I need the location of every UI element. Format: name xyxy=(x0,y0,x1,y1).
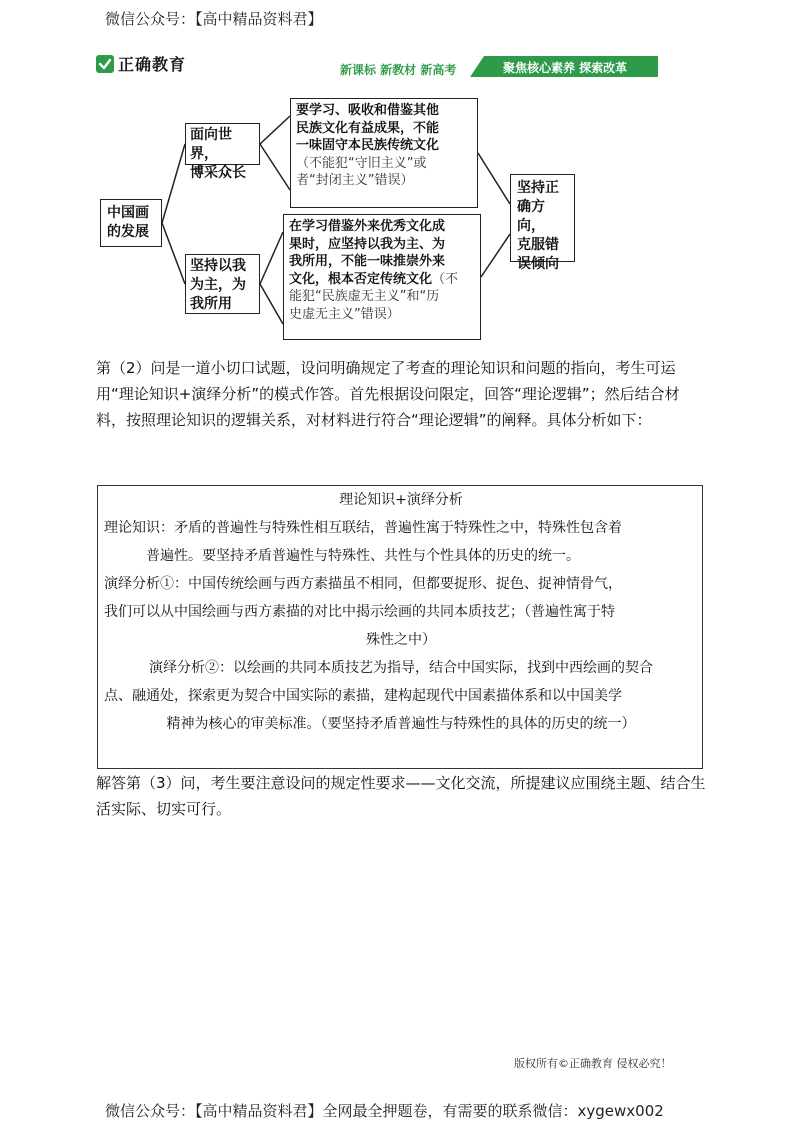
diagram-world-box xyxy=(185,123,260,181)
self-detail-bold-tail: 文化，根本否定传统文化 xyxy=(289,271,433,287)
diagram-result-box xyxy=(510,174,575,272)
self-line-1: 坚持以我 xyxy=(190,258,246,274)
deduction1-line-2: 我们可以从中国绘画与西方素描的对比中揭示绘画的共同本质技艺；（普遍性寓于特 xyxy=(104,604,615,620)
world-line-2: 博采众长 xyxy=(190,164,246,181)
header-slogan: 新课标 新教材 新高考 xyxy=(340,63,457,77)
banner-text: 聚焦核心素养 探索改革 xyxy=(503,61,628,75)
self-detail-line-4 xyxy=(289,271,475,289)
root-line-2: 的发展 xyxy=(107,223,149,240)
result-line-4: 误倾向 xyxy=(517,255,559,272)
world-detail-line-1: 要学习、吸收和借鉴其他 xyxy=(296,103,440,118)
brand-logo xyxy=(96,52,186,75)
diagram-world-detail-box xyxy=(290,98,478,208)
theory-line-2: 普遍性。要坚持矛盾普遍性与特殊性、共性与个性具体的历史的统一。 xyxy=(146,548,580,564)
theory-line-1: 理论知识：矛盾的普遍性与特殊性相互联结，普遍性寓于特殊性之中，特殊性包含着 xyxy=(104,520,622,536)
deduction2-line-3: 精神为核心的审美标准。（要坚持矛盾普遍性与特殊性的具体的历史的统一） xyxy=(166,716,636,732)
concept-diagram xyxy=(95,94,590,344)
result-line-2: 确方向， xyxy=(517,198,545,234)
world-detail-line-3: 一味固守本民族传统文化 xyxy=(296,138,440,154)
checkmark-icon xyxy=(96,55,114,73)
diagram-root-box xyxy=(100,199,162,247)
world-line-1: 面向世界， xyxy=(190,127,232,162)
self-detail-line-2: 果时，应坚持以我为主、为 xyxy=(289,236,446,252)
world-detail-note-2: 者“封闭主义”错误） xyxy=(296,173,414,189)
diagram-self-detail-box xyxy=(283,214,481,340)
watermark-bottom: 微信公众号：【高中精品资料君】全网最全押题卷，有需要的联系微信：xygewx002 xyxy=(105,1102,664,1120)
diagram-self-box xyxy=(185,254,260,314)
analysis-title: 理论知识+演绎分析 xyxy=(339,492,463,508)
watermark-top: 微信公众号：【高中精品资料君】 xyxy=(105,10,323,28)
self-detail-note-2: 史虚无主义”错误） xyxy=(289,306,400,322)
deduction2-line-1: 演绎分析②：以绘画的共同本质技艺为指导，结合中国实际，找到中西绘画的契合 xyxy=(149,660,653,676)
paragraph-question-2: 第（2）问是一道小切口试题，设问明确规定了考查的理论知识和问题的指向，考生可运用“理论知识+演绎分析”的模式作答。首先根据设问限定，回答“理论逻辑”；然后结合材料，按照理论知识的逻辑关系，对材料进行符合“理论逻辑”的阐释。具体分析如下： xyxy=(96,359,680,429)
footer-copyright: 版权所有©正确教育 侵权必究！ xyxy=(514,1057,672,1070)
deduction2-line-2: 点、融通处，探索更为契合中国实际的素描，建构起现代中国素描体系和以中国美学 xyxy=(104,688,622,704)
paragraph-question-3: 解答第（3）问，考生要注意设问的规定性要求——文化交流，所提建议应围绕主题、结合生活实际、切实可行。 xyxy=(96,774,706,818)
world-detail-note-1: （不能犯“守旧主义”或 xyxy=(296,155,427,171)
deduction1-line-1: 演绎分析①：中国传统绘画与西方素描虽不相同，但都要捉形、捉色、捉神情骨气， xyxy=(104,576,622,592)
analysis-table xyxy=(97,485,703,769)
result-line-1: 坚持正 xyxy=(517,180,559,196)
self-line-3: 我所用 xyxy=(190,295,232,312)
result-line-3: 克服错 xyxy=(517,236,559,253)
logo-text: 正确教育 xyxy=(118,55,187,74)
self-detail-note-1: 能犯“民族虚无主义”和“历 xyxy=(289,289,440,305)
self-line-2: 为主，为 xyxy=(190,276,246,293)
self-detail-line-1: 在学习借鉴外来优秀文化成 xyxy=(289,219,446,234)
deduction1-line-3: 殊性之中） xyxy=(366,632,436,648)
world-detail-line-2: 民族文化有益成果，不能 xyxy=(296,120,440,136)
self-detail-line-3: 我所用，不能一味推崇外来 xyxy=(289,254,446,270)
self-detail-note-open: （不 xyxy=(432,271,459,287)
root-line-1: 中国画 xyxy=(107,205,149,221)
